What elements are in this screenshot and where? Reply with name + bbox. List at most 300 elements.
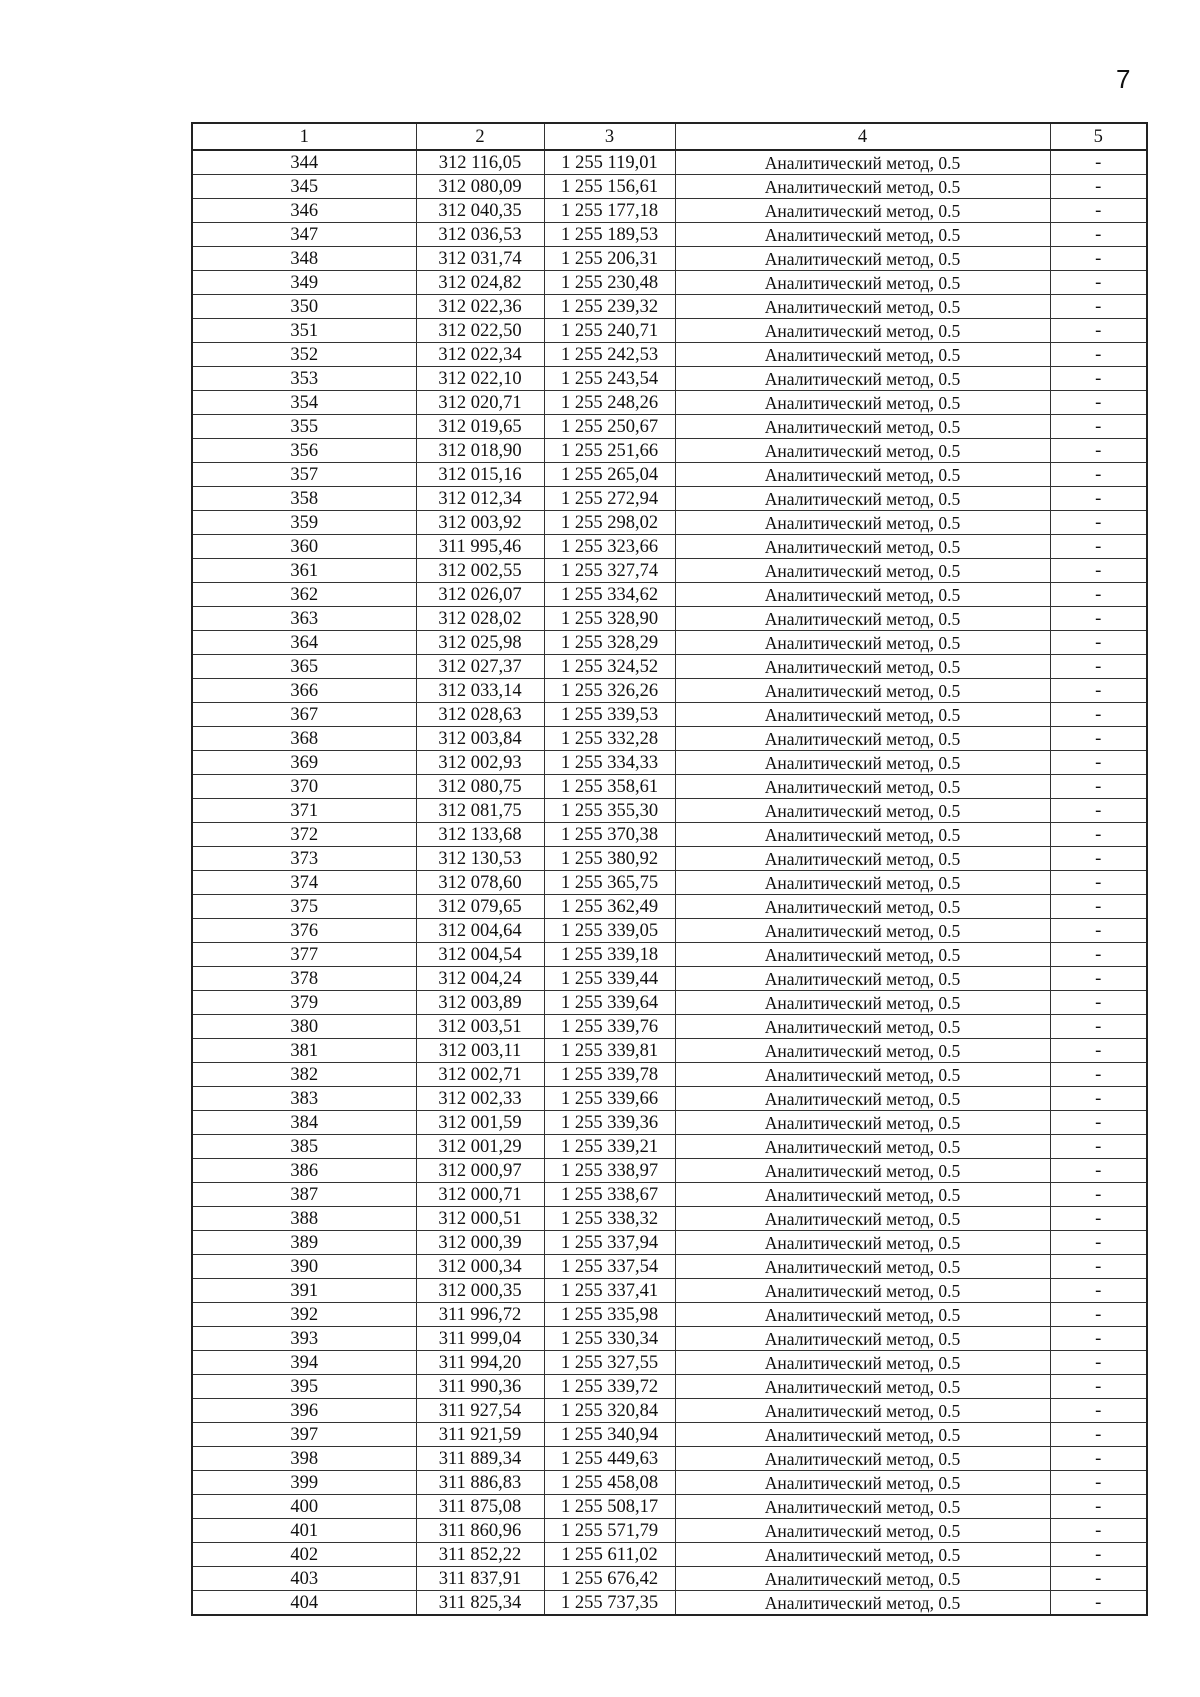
cell-method: Аналитический метод, 0.5 xyxy=(675,631,1050,655)
table-row xyxy=(192,823,1147,847)
cell-description: - xyxy=(1050,799,1147,823)
cell-method: Аналитический метод, 0.5 xyxy=(675,991,1050,1015)
cell-description: - xyxy=(1050,150,1147,175)
coordinates-table xyxy=(191,122,1148,1616)
cell-method: Аналитический метод, 0.5 xyxy=(675,967,1050,991)
cell-x-coordinate: 312 130,53 xyxy=(416,847,544,871)
cell-x-coordinate: 312 019,65 xyxy=(416,415,544,439)
table-row xyxy=(192,1183,1147,1207)
cell-x-coordinate: 312 000,35 xyxy=(416,1279,544,1303)
cell-y-coordinate: 1 255 328,29 xyxy=(544,631,675,655)
cell-point-number: 356 xyxy=(192,439,416,463)
cell-x-coordinate: 312 025,98 xyxy=(416,631,544,655)
cell-x-coordinate: 312 000,71 xyxy=(416,1183,544,1207)
table-row xyxy=(192,367,1147,391)
cell-method: Аналитический метод, 0.5 xyxy=(675,1543,1050,1567)
cell-x-coordinate: 312 004,54 xyxy=(416,943,544,967)
cell-x-coordinate: 312 026,07 xyxy=(416,583,544,607)
cell-description: - xyxy=(1050,1351,1147,1375)
cell-y-coordinate: 1 255 370,38 xyxy=(544,823,675,847)
cell-method: Аналитический метод, 0.5 xyxy=(675,391,1050,415)
cell-method: Аналитический метод, 0.5 xyxy=(675,535,1050,559)
table-row xyxy=(192,895,1147,919)
table-row xyxy=(192,703,1147,727)
cell-description: - xyxy=(1050,967,1147,991)
table-row xyxy=(192,1159,1147,1183)
cell-x-coordinate: 312 028,63 xyxy=(416,703,544,727)
cell-description: - xyxy=(1050,175,1147,199)
cell-point-number: 366 xyxy=(192,679,416,703)
cell-x-coordinate: 311 921,59 xyxy=(416,1423,544,1447)
cell-point-number: 368 xyxy=(192,727,416,751)
cell-description: - xyxy=(1050,919,1147,943)
cell-method: Аналитический метод, 0.5 xyxy=(675,1207,1050,1231)
cell-method: Аналитический метод, 0.5 xyxy=(675,919,1050,943)
cell-point-number: 359 xyxy=(192,511,416,535)
cell-point-number: 360 xyxy=(192,535,416,559)
cell-method: Аналитический метод, 0.5 xyxy=(675,799,1050,823)
cell-description: - xyxy=(1050,1495,1147,1519)
table-row xyxy=(192,1231,1147,1255)
cell-y-coordinate: 1 255 320,84 xyxy=(544,1399,675,1423)
cell-x-coordinate: 311 999,04 xyxy=(416,1327,544,1351)
cell-y-coordinate: 1 255 248,26 xyxy=(544,391,675,415)
cell-y-coordinate: 1 255 330,34 xyxy=(544,1327,675,1351)
cell-y-coordinate: 1 255 358,61 xyxy=(544,775,675,799)
cell-description: - xyxy=(1050,1543,1147,1567)
table-row xyxy=(192,175,1147,199)
cell-point-number: 393 xyxy=(192,1327,416,1351)
table-row xyxy=(192,871,1147,895)
table-row xyxy=(192,271,1147,295)
cell-x-coordinate: 312 003,11 xyxy=(416,1039,544,1063)
cell-y-coordinate: 1 255 334,33 xyxy=(544,751,675,775)
cell-y-coordinate: 1 255 243,54 xyxy=(544,367,675,391)
cell-method: Аналитический метод, 0.5 xyxy=(675,1183,1050,1207)
cell-y-coordinate: 1 255 365,75 xyxy=(544,871,675,895)
cell-y-coordinate: 1 255 250,67 xyxy=(544,415,675,439)
cell-x-coordinate: 312 020,71 xyxy=(416,391,544,415)
cell-method: Аналитический метод, 0.5 xyxy=(675,1447,1050,1471)
cell-method: Аналитический метод, 0.5 xyxy=(675,343,1050,367)
cell-x-coordinate: 312 002,33 xyxy=(416,1087,544,1111)
cell-method: Аналитический метод, 0.5 xyxy=(675,703,1050,727)
table-row xyxy=(192,607,1147,631)
cell-x-coordinate: 311 996,72 xyxy=(416,1303,544,1327)
cell-y-coordinate: 1 255 327,55 xyxy=(544,1351,675,1375)
cell-y-coordinate: 1 255 337,41 xyxy=(544,1279,675,1303)
cell-description: - xyxy=(1050,1327,1147,1351)
cell-point-number: 347 xyxy=(192,223,416,247)
cell-method: Аналитический метод, 0.5 xyxy=(675,775,1050,799)
cell-description: - xyxy=(1050,511,1147,535)
cell-y-coordinate: 1 255 339,72 xyxy=(544,1375,675,1399)
cell-x-coordinate: 311 889,34 xyxy=(416,1447,544,1471)
cell-method: Аналитический метод, 0.5 xyxy=(675,1111,1050,1135)
table-row xyxy=(192,1423,1147,1447)
cell-x-coordinate: 312 000,34 xyxy=(416,1255,544,1279)
cell-method: Аналитический метод, 0.5 xyxy=(675,199,1050,223)
cell-point-number: 363 xyxy=(192,607,416,631)
table-row xyxy=(192,751,1147,775)
cell-description: - xyxy=(1050,847,1147,871)
table-row xyxy=(192,415,1147,439)
cell-method: Аналитический метод, 0.5 xyxy=(675,1423,1050,1447)
cell-y-coordinate: 1 255 339,64 xyxy=(544,991,675,1015)
cell-description: - xyxy=(1050,487,1147,511)
cell-y-coordinate: 1 255 362,49 xyxy=(544,895,675,919)
cell-x-coordinate: 311 837,91 xyxy=(416,1567,544,1591)
column-header-y: 3 xyxy=(544,123,675,150)
cell-x-coordinate: 311 886,83 xyxy=(416,1471,544,1495)
cell-description: - xyxy=(1050,1567,1147,1591)
cell-y-coordinate: 1 255 338,32 xyxy=(544,1207,675,1231)
cell-x-coordinate: 312 003,51 xyxy=(416,1015,544,1039)
cell-x-coordinate: 312 028,02 xyxy=(416,607,544,631)
column-header-point-number: 1 xyxy=(192,123,416,150)
cell-method: Аналитический метод, 0.5 xyxy=(675,1327,1050,1351)
cell-y-coordinate: 1 255 339,78 xyxy=(544,1063,675,1087)
cell-method: Аналитический метод, 0.5 xyxy=(675,1519,1050,1543)
cell-y-coordinate: 1 255 242,53 xyxy=(544,343,675,367)
cell-x-coordinate: 311 825,34 xyxy=(416,1591,544,1616)
cell-description: - xyxy=(1050,631,1147,655)
header-row xyxy=(192,123,1147,150)
cell-x-coordinate: 311 860,96 xyxy=(416,1519,544,1543)
cell-x-coordinate: 312 004,24 xyxy=(416,967,544,991)
cell-y-coordinate: 1 255 340,94 xyxy=(544,1423,675,1447)
cell-method: Аналитический метод, 0.5 xyxy=(675,583,1050,607)
cell-x-coordinate: 311 995,46 xyxy=(416,535,544,559)
cell-description: - xyxy=(1050,1303,1147,1327)
cell-method: Аналитический метод, 0.5 xyxy=(675,367,1050,391)
cell-x-coordinate: 312 024,82 xyxy=(416,271,544,295)
cell-y-coordinate: 1 255 335,98 xyxy=(544,1303,675,1327)
cell-point-number: 365 xyxy=(192,655,416,679)
cell-y-coordinate: 1 255 240,71 xyxy=(544,319,675,343)
table-row xyxy=(192,1519,1147,1543)
cell-description: - xyxy=(1050,415,1147,439)
table-row xyxy=(192,1039,1147,1063)
cell-method: Аналитический метод, 0.5 xyxy=(675,1255,1050,1279)
cell-description: - xyxy=(1050,775,1147,799)
table-row xyxy=(192,391,1147,415)
table-row xyxy=(192,679,1147,703)
table-row xyxy=(192,487,1147,511)
cell-x-coordinate: 311 875,08 xyxy=(416,1495,544,1519)
cell-x-coordinate: 312 000,51 xyxy=(416,1207,544,1231)
cell-point-number: 351 xyxy=(192,319,416,343)
cell-point-number: 373 xyxy=(192,847,416,871)
cell-description: - xyxy=(1050,199,1147,223)
cell-point-number: 374 xyxy=(192,871,416,895)
cell-point-number: 370 xyxy=(192,775,416,799)
cell-point-number: 355 xyxy=(192,415,416,439)
cell-x-coordinate: 312 004,64 xyxy=(416,919,544,943)
cell-y-coordinate: 1 255 339,44 xyxy=(544,967,675,991)
cell-point-number: 387 xyxy=(192,1183,416,1207)
cell-point-number: 403 xyxy=(192,1567,416,1591)
cell-x-coordinate: 311 852,22 xyxy=(416,1543,544,1567)
table-row xyxy=(192,1327,1147,1351)
cell-method: Аналитический метод, 0.5 xyxy=(675,150,1050,175)
cell-description: - xyxy=(1050,1015,1147,1039)
table-row xyxy=(192,1375,1147,1399)
cell-point-number: 345 xyxy=(192,175,416,199)
cell-x-coordinate: 311 927,54 xyxy=(416,1399,544,1423)
cell-method: Аналитический метод, 0.5 xyxy=(675,943,1050,967)
table-row xyxy=(192,631,1147,655)
cell-point-number: 361 xyxy=(192,559,416,583)
cell-y-coordinate: 1 255 339,53 xyxy=(544,703,675,727)
cell-point-number: 353 xyxy=(192,367,416,391)
cell-description: - xyxy=(1050,895,1147,919)
cell-y-coordinate: 1 255 355,30 xyxy=(544,799,675,823)
cell-y-coordinate: 1 255 324,52 xyxy=(544,655,675,679)
cell-description: - xyxy=(1050,823,1147,847)
table-row xyxy=(192,319,1147,343)
cell-y-coordinate: 1 255 737,35 xyxy=(544,1591,675,1616)
cell-y-coordinate: 1 255 339,18 xyxy=(544,943,675,967)
cell-point-number: 398 xyxy=(192,1447,416,1471)
table-row xyxy=(192,1279,1147,1303)
cell-description: - xyxy=(1050,1207,1147,1231)
cell-description: - xyxy=(1050,1159,1147,1183)
cell-description: - xyxy=(1050,535,1147,559)
cell-point-number: 350 xyxy=(192,295,416,319)
cell-y-coordinate: 1 255 334,62 xyxy=(544,583,675,607)
cell-description: - xyxy=(1050,1591,1147,1616)
table-row xyxy=(192,943,1147,967)
cell-method: Аналитический метод, 0.5 xyxy=(675,871,1050,895)
column-header-method: 4 xyxy=(675,123,1050,150)
table-row xyxy=(192,655,1147,679)
table-header xyxy=(192,123,1147,150)
cell-x-coordinate: 312 031,74 xyxy=(416,247,544,271)
cell-point-number: 394 xyxy=(192,1351,416,1375)
cell-y-coordinate: 1 255 339,76 xyxy=(544,1015,675,1039)
cell-y-coordinate: 1 255 339,81 xyxy=(544,1039,675,1063)
cell-description: - xyxy=(1050,439,1147,463)
cell-point-number: 389 xyxy=(192,1231,416,1255)
cell-y-coordinate: 1 255 327,74 xyxy=(544,559,675,583)
cell-x-coordinate: 312 040,35 xyxy=(416,199,544,223)
cell-method: Аналитический метод, 0.5 xyxy=(675,607,1050,631)
cell-x-coordinate: 312 003,89 xyxy=(416,991,544,1015)
cell-y-coordinate: 1 255 339,66 xyxy=(544,1087,675,1111)
table-row xyxy=(192,1495,1147,1519)
table-row xyxy=(192,1543,1147,1567)
table-row xyxy=(192,967,1147,991)
table-row xyxy=(192,535,1147,559)
cell-point-number: 344 xyxy=(192,150,416,175)
cell-method: Аналитический метод, 0.5 xyxy=(675,727,1050,751)
cell-description: - xyxy=(1050,943,1147,967)
cell-method: Аналитический метод, 0.5 xyxy=(675,559,1050,583)
cell-y-coordinate: 1 255 449,63 xyxy=(544,1447,675,1471)
cell-y-coordinate: 1 255 380,92 xyxy=(544,847,675,871)
cell-point-number: 349 xyxy=(192,271,416,295)
cell-description: - xyxy=(1050,271,1147,295)
cell-method: Аналитический метод, 0.5 xyxy=(675,295,1050,319)
table-row xyxy=(192,343,1147,367)
cell-description: - xyxy=(1050,343,1147,367)
cell-point-number: 376 xyxy=(192,919,416,943)
cell-method: Аналитический метод, 0.5 xyxy=(675,751,1050,775)
cell-description: - xyxy=(1050,391,1147,415)
cell-description: - xyxy=(1050,871,1147,895)
cell-x-coordinate: 312 002,71 xyxy=(416,1063,544,1087)
cell-description: - xyxy=(1050,1399,1147,1423)
table-row xyxy=(192,1447,1147,1471)
table-row xyxy=(192,847,1147,871)
cell-x-coordinate: 312 001,59 xyxy=(416,1111,544,1135)
cell-x-coordinate: 311 990,36 xyxy=(416,1375,544,1399)
cell-point-number: 385 xyxy=(192,1135,416,1159)
cell-description: - xyxy=(1050,1375,1147,1399)
cell-method: Аналитический метод, 0.5 xyxy=(675,1039,1050,1063)
cell-point-number: 379 xyxy=(192,991,416,1015)
cell-method: Аналитический метод, 0.5 xyxy=(675,1135,1050,1159)
cell-point-number: 357 xyxy=(192,463,416,487)
cell-y-coordinate: 1 255 156,61 xyxy=(544,175,675,199)
cell-x-coordinate: 312 018,90 xyxy=(416,439,544,463)
cell-y-coordinate: 1 255 339,21 xyxy=(544,1135,675,1159)
cell-method: Аналитический метод, 0.5 xyxy=(675,223,1050,247)
cell-y-coordinate: 1 255 339,05 xyxy=(544,919,675,943)
cell-point-number: 346 xyxy=(192,199,416,223)
cell-x-coordinate: 312 033,14 xyxy=(416,679,544,703)
cell-description: - xyxy=(1050,607,1147,631)
table-row xyxy=(192,1591,1147,1616)
cell-description: - xyxy=(1050,1231,1147,1255)
cell-x-coordinate: 311 994,20 xyxy=(416,1351,544,1375)
cell-y-coordinate: 1 255 338,97 xyxy=(544,1159,675,1183)
cell-method: Аналитический метод, 0.5 xyxy=(675,1087,1050,1111)
cell-x-coordinate: 312 022,36 xyxy=(416,295,544,319)
cell-method: Аналитический метод, 0.5 xyxy=(675,847,1050,871)
table-row xyxy=(192,295,1147,319)
cell-method: Аналитический метод, 0.5 xyxy=(675,1591,1050,1616)
table-row xyxy=(192,150,1147,175)
cell-method: Аналитический метод, 0.5 xyxy=(675,1471,1050,1495)
cell-y-coordinate: 1 255 323,66 xyxy=(544,535,675,559)
cell-description: - xyxy=(1050,1063,1147,1087)
page-number: 7 xyxy=(1116,64,1131,94)
table-row xyxy=(192,799,1147,823)
cell-method: Аналитический метод, 0.5 xyxy=(675,463,1050,487)
cell-y-coordinate: 1 255 119,01 xyxy=(544,150,675,175)
cell-method: Аналитический метод, 0.5 xyxy=(675,439,1050,463)
table-row xyxy=(192,1567,1147,1591)
cell-x-coordinate: 312 022,10 xyxy=(416,367,544,391)
cell-description: - xyxy=(1050,1519,1147,1543)
cell-point-number: 372 xyxy=(192,823,416,847)
cell-description: - xyxy=(1050,991,1147,1015)
cell-method: Аналитический метод, 0.5 xyxy=(675,655,1050,679)
cell-y-coordinate: 1 255 676,42 xyxy=(544,1567,675,1591)
cell-method: Аналитический метод, 0.5 xyxy=(675,679,1050,703)
cell-x-coordinate: 312 080,75 xyxy=(416,775,544,799)
table-row xyxy=(192,1015,1147,1039)
table-row xyxy=(192,1111,1147,1135)
cell-point-number: 348 xyxy=(192,247,416,271)
cell-method: Аналитический метод, 0.5 xyxy=(675,247,1050,271)
table-row xyxy=(192,727,1147,751)
cell-description: - xyxy=(1050,1183,1147,1207)
cell-method: Аналитический метод, 0.5 xyxy=(675,1495,1050,1519)
cell-method: Аналитический метод, 0.5 xyxy=(675,1303,1050,1327)
cell-description: - xyxy=(1050,1087,1147,1111)
cell-description: - xyxy=(1050,295,1147,319)
cell-point-number: 384 xyxy=(192,1111,416,1135)
cell-description: - xyxy=(1050,223,1147,247)
cell-point-number: 364 xyxy=(192,631,416,655)
cell-point-number: 380 xyxy=(192,1015,416,1039)
cell-y-coordinate: 1 255 458,08 xyxy=(544,1471,675,1495)
cell-point-number: 369 xyxy=(192,751,416,775)
cell-description: - xyxy=(1050,247,1147,271)
cell-description: - xyxy=(1050,1111,1147,1135)
cell-x-coordinate: 312 001,29 xyxy=(416,1135,544,1159)
table-row xyxy=(192,775,1147,799)
table-row xyxy=(192,919,1147,943)
cell-point-number: 390 xyxy=(192,1255,416,1279)
cell-point-number: 400 xyxy=(192,1495,416,1519)
cell-method: Аналитический метод, 0.5 xyxy=(675,1063,1050,1087)
cell-method: Аналитический метод, 0.5 xyxy=(675,823,1050,847)
cell-description: - xyxy=(1050,559,1147,583)
cell-x-coordinate: 312 002,55 xyxy=(416,559,544,583)
cell-y-coordinate: 1 255 332,28 xyxy=(544,727,675,751)
cell-point-number: 352 xyxy=(192,343,416,367)
cell-description: - xyxy=(1050,1471,1147,1495)
column-header-description: 5 xyxy=(1050,123,1147,150)
cell-description: - xyxy=(1050,1039,1147,1063)
table-row xyxy=(192,1207,1147,1231)
cell-method: Аналитический метод, 0.5 xyxy=(675,1399,1050,1423)
table-row xyxy=(192,247,1147,271)
cell-description: - xyxy=(1050,463,1147,487)
cell-point-number: 397 xyxy=(192,1423,416,1447)
cell-point-number: 383 xyxy=(192,1087,416,1111)
cell-y-coordinate: 1 255 189,53 xyxy=(544,223,675,247)
cell-y-coordinate: 1 255 206,31 xyxy=(544,247,675,271)
cell-x-coordinate: 312 036,53 xyxy=(416,223,544,247)
cell-method: Аналитический метод, 0.5 xyxy=(675,319,1050,343)
cell-y-coordinate: 1 255 508,17 xyxy=(544,1495,675,1519)
cell-x-coordinate: 312 080,09 xyxy=(416,175,544,199)
cell-x-coordinate: 312 015,16 xyxy=(416,463,544,487)
cell-point-number: 381 xyxy=(192,1039,416,1063)
cell-y-coordinate: 1 255 339,36 xyxy=(544,1111,675,1135)
table-row xyxy=(192,1303,1147,1327)
cell-y-coordinate: 1 255 298,02 xyxy=(544,511,675,535)
cell-y-coordinate: 1 255 265,04 xyxy=(544,463,675,487)
cell-x-coordinate: 312 000,97 xyxy=(416,1159,544,1183)
table-row xyxy=(192,511,1147,535)
table-row xyxy=(192,559,1147,583)
cell-point-number: 388 xyxy=(192,1207,416,1231)
cell-point-number: 358 xyxy=(192,487,416,511)
cell-description: - xyxy=(1050,1279,1147,1303)
cell-point-number: 402 xyxy=(192,1543,416,1567)
cell-x-coordinate: 312 022,34 xyxy=(416,343,544,367)
cell-x-coordinate: 312 133,68 xyxy=(416,823,544,847)
table-row xyxy=(192,1351,1147,1375)
cell-method: Аналитический метод, 0.5 xyxy=(675,1567,1050,1591)
cell-point-number: 375 xyxy=(192,895,416,919)
